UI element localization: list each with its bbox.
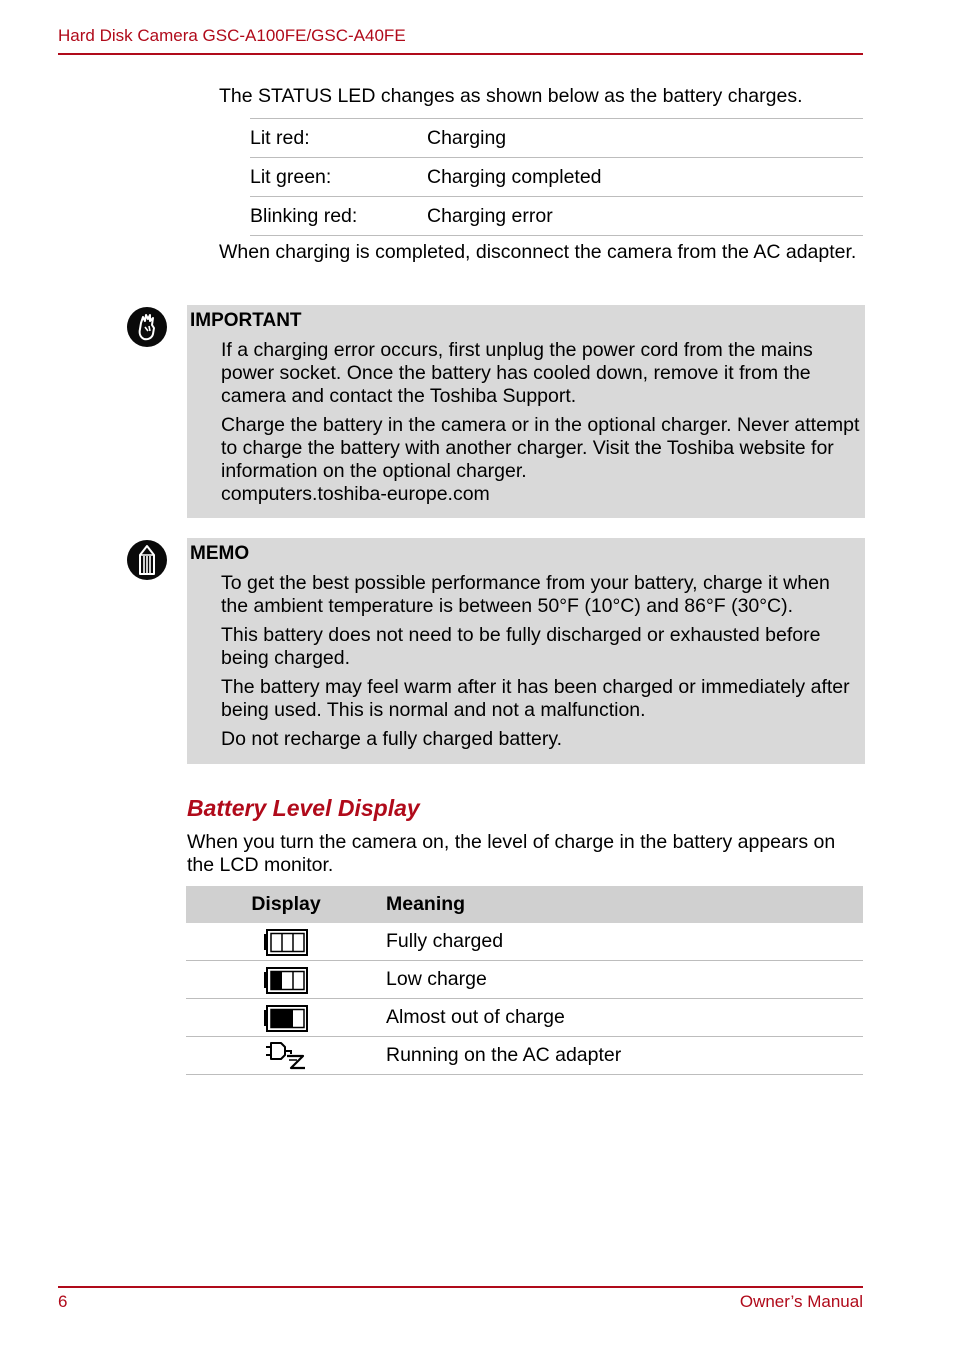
led-state-label: Lit green:: [250, 165, 332, 188]
section-text: When you turn the camera on, the level of charge in the battery appears on the LCD monitor.: [187, 831, 836, 876]
battery-empty-icon: [263, 1003, 309, 1033]
column-header-meaning: Meaning: [386, 886, 863, 923]
memo-paragraph: Do not recharge a fully charged battery.: [221, 728, 563, 750]
memo-paragraph: To get the best possible performance from your battery, charge it when the ambient temperature is between 50°F (10°C) and 86°F (30°C).: [221, 572, 830, 617]
memo-note: [187, 538, 865, 764]
column-header-display: Display: [186, 886, 386, 923]
led-state-meaning: Charging completed: [427, 165, 602, 188]
important-paragraph: Charge the battery in the camera or in the optional charger. Never attempt to charge the battery with another charger. Visit the Toshiba website for information on the optional charger.: [221, 414, 860, 482]
pencil-icon: [127, 540, 167, 580]
display-meaning: Low charge: [386, 961, 863, 999]
memo-title: MEMO: [190, 543, 250, 564]
battery-low-icon: [263, 965, 309, 995]
led-state-label: Blinking red:: [250, 204, 358, 227]
section-title: Battery Level Display: [187, 795, 420, 821]
led-state-label: Lit red:: [250, 126, 310, 149]
memo-paragraph: The battery may feel warm after it has been charged or immediately after being used. This is normal and not a malfunction.: [221, 676, 850, 721]
battery-full-icon: [263, 927, 309, 957]
table-row: [186, 999, 863, 1037]
memo-body: [221, 572, 861, 757]
led-state-meaning: Charging error: [427, 204, 553, 227]
ac-adapter-icon: [263, 1040, 309, 1072]
display-meaning: Almost out of charge: [386, 999, 863, 1037]
important-title: IMPORTANT: [190, 310, 302, 331]
important-paragraph: If a charging error occurs, first unplug the power cord from the mains power socket. Once the battery has cooled down, remove it from the camera and contact the Toshiba Support.: [221, 339, 813, 407]
display-meaning: Fully charged: [386, 923, 863, 961]
table-row: [250, 197, 863, 236]
page-number: 6: [58, 1292, 68, 1311]
table-row: [186, 923, 863, 961]
important-body: [221, 339, 861, 512]
led-state-meaning: Charging: [427, 126, 507, 149]
table-row: [250, 158, 863, 197]
table-row: [186, 1037, 863, 1075]
display-meaning: Running on the AC adapter: [386, 1037, 863, 1075]
after-charging-text: When charging is completed, disconnect the camera from the AC adapter.: [219, 241, 857, 263]
header-rule: [58, 53, 863, 55]
intro-text: The STATUS LED changes as shown below as the battery charges.: [219, 85, 803, 107]
running-header: Hard Disk Camera GSC-A100FE/GSC-A40FE: [58, 26, 406, 45]
battery-display-table: [186, 886, 863, 1075]
table-row: [250, 119, 863, 158]
table-row: [186, 961, 863, 999]
footer-rule: [58, 1286, 863, 1288]
important-note: [187, 305, 865, 518]
memo-paragraph: This battery does not need to be fully discharged or exhausted before being charged.: [221, 624, 821, 669]
pointing-hand-icon: [127, 307, 167, 347]
important-link-text: computers.toshiba-europe.com: [221, 483, 490, 505]
table-header-row: [186, 886, 863, 923]
status-led-table: [250, 118, 863, 236]
manual-title: Owner’s Manual: [739, 1292, 863, 1311]
